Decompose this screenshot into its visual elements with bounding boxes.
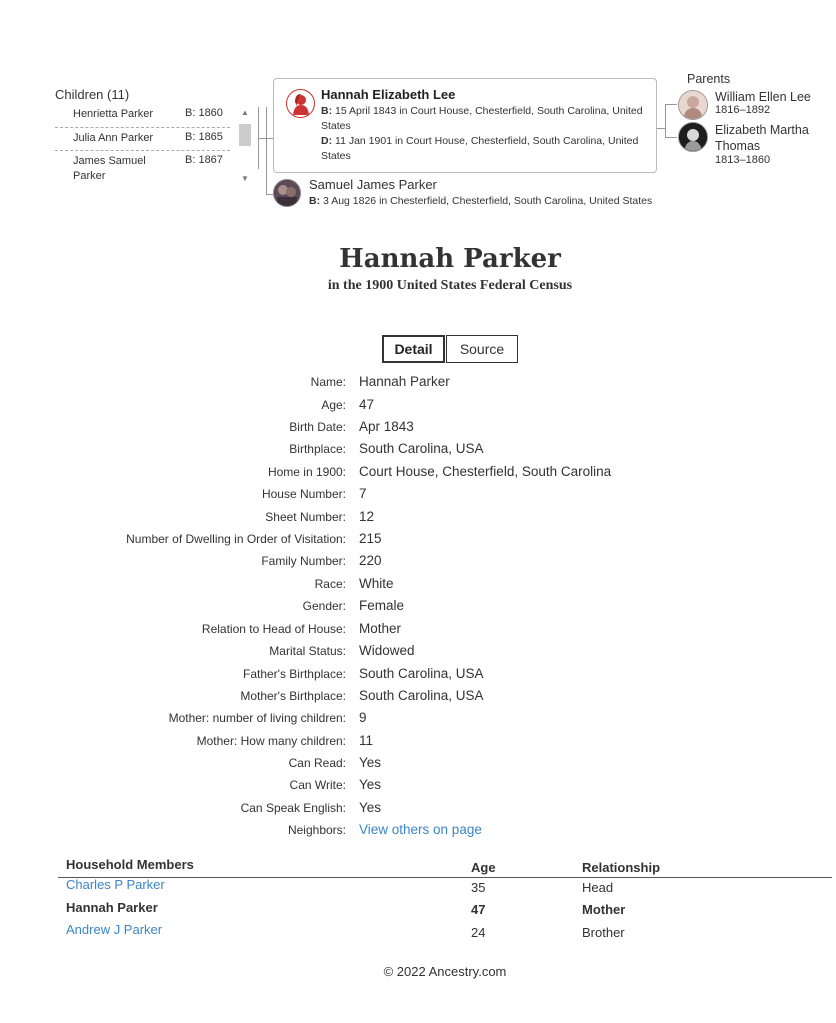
field-name	[0, 374, 836, 394]
member-name-link[interactable]: Charles P Parker	[66, 877, 165, 892]
field-value: South Carolina, USA	[359, 688, 484, 703]
field-marital-status	[0, 643, 836, 663]
scroll-up-icon[interactable]: ▲	[241, 108, 249, 117]
field-house-number	[0, 486, 836, 506]
female-avatar-icon	[286, 89, 315, 118]
field-speak-english	[0, 800, 836, 820]
spouse-name[interactable]: Samuel James Parker	[309, 177, 437, 192]
field-value: Mother	[359, 621, 402, 636]
focus-person-card[interactable]	[273, 78, 657, 173]
member-name: Hannah Parker	[66, 900, 158, 915]
child-name[interactable]: Henrietta Parker	[73, 108, 154, 120]
focus-person-name[interactable]: Hannah Elizabeth Lee	[321, 87, 456, 102]
focus-death	[321, 134, 651, 164]
field-birthplace	[0, 441, 836, 461]
field-label: Gender:	[302, 599, 346, 613]
child-birth: B: 1867	[185, 154, 223, 166]
page-subtitle: in the 1900 United States Federal Census	[327, 278, 573, 293]
tab-detail[interactable]: Detail	[382, 335, 445, 363]
birth-value: 3 Aug 1826 in Chesterfield, Chesterfield, South Carolina, United States	[323, 195, 653, 207]
field-value: Hannah Parker	[359, 374, 450, 389]
children-title: Children (11)	[55, 87, 130, 102]
field-label: Family Number:	[261, 554, 346, 568]
relationship-header: Relationship	[582, 860, 661, 875]
field-birth-date	[0, 419, 836, 439]
birth-value: 15 April 1843 in Court House, Chesterfield, South Carolina, United States	[321, 105, 643, 132]
death-label: D:	[321, 135, 333, 147]
father-photo-icon[interactable]	[678, 90, 708, 120]
view-neighbors-link[interactable]: View others on page	[359, 822, 482, 837]
field-value: Yes	[359, 800, 382, 815]
father-name[interactable]: William Ellen Lee	[715, 90, 811, 104]
member-age: 24	[471, 925, 486, 940]
field-label: Name:	[310, 375, 346, 389]
copyright-footer: © 2022 Ancestry.com	[383, 964, 507, 979]
field-value: South Carolina, USA	[359, 441, 484, 456]
child-item[interactable]	[55, 131, 230, 147]
field-label: Relation to Head of House:	[201, 622, 346, 636]
field-mother-birthplace	[0, 688, 836, 708]
tree-connector	[665, 137, 677, 138]
tab-source[interactable]: Source	[446, 335, 518, 363]
field-label: Home in 1900:	[267, 465, 346, 479]
field-label: Birthplace:	[289, 442, 346, 456]
field-value: Yes	[359, 755, 382, 770]
age-header: Age	[471, 860, 496, 875]
field-label: Mother: How many children:	[196, 734, 346, 748]
field-total-children	[0, 733, 836, 753]
field-label: Age:	[321, 398, 346, 412]
focus-birth	[321, 104, 651, 134]
child-birth: B: 1860	[185, 107, 223, 119]
field-value: 9	[359, 710, 367, 725]
children-scrollbar[interactable]	[237, 106, 253, 186]
member-age: 35	[471, 880, 486, 895]
field-value: Court House, Chesterfield, South Carolina	[359, 464, 612, 479]
member-age: 47	[471, 902, 486, 917]
field-value: 220	[359, 553, 382, 568]
birth-label: B:	[309, 195, 321, 207]
mother-years: 1813–1860	[715, 154, 771, 166]
field-label: Can Write:	[289, 778, 346, 792]
field-sheet-number	[0, 509, 836, 529]
field-value: White	[359, 576, 394, 591]
child-name[interactable]: Julia Ann Parker	[73, 132, 154, 144]
field-race	[0, 576, 836, 596]
field-gender	[0, 598, 836, 618]
member-name-link[interactable]: Andrew J Parker	[66, 922, 163, 937]
field-can-read	[0, 755, 836, 775]
death-value: 11 Jan 1901 in Court House, Chesterfield, South Carolina, United States	[321, 135, 639, 162]
field-value: Female	[359, 598, 405, 613]
field-home	[0, 464, 836, 484]
field-label: Marital Status:	[269, 644, 346, 658]
field-label: House Number:	[261, 487, 346, 501]
field-value: South Carolina, USA	[359, 666, 484, 681]
child-item[interactable]	[55, 154, 230, 186]
divider	[55, 127, 230, 128]
field-neighbors	[0, 822, 836, 842]
field-value: 215	[359, 531, 382, 546]
scroll-thumb[interactable]	[239, 124, 251, 146]
field-value: 47	[359, 397, 375, 412]
parents-title: Parents	[687, 72, 731, 86]
member-relationship: Mother	[582, 902, 626, 917]
member-relationship: Head	[582, 880, 614, 895]
field-value: 11	[359, 733, 374, 748]
field-label: Sheet Number:	[265, 510, 346, 524]
birth-label: B:	[321, 105, 333, 117]
divider	[55, 150, 230, 151]
field-age	[0, 397, 836, 417]
tree-connector	[665, 104, 677, 105]
child-name[interactable]: James Samuel Parker	[73, 155, 146, 182]
scroll-down-icon[interactable]: ▼	[241, 174, 249, 183]
field-label: Neighbors:	[287, 823, 346, 837]
mother-photo-icon[interactable]	[678, 122, 708, 152]
field-father-birthplace	[0, 666, 836, 686]
field-label: Race:	[314, 577, 346, 591]
field-value: Widowed	[359, 643, 415, 658]
field-label: Father's Birthplace:	[242, 667, 346, 681]
field-can-write	[0, 777, 836, 797]
field-label: Birth Date:	[289, 420, 346, 434]
field-label: Can Speak English:	[240, 801, 346, 815]
field-label: Number of Dwelling in Order of Visitation:	[126, 532, 346, 546]
field-value: 12	[359, 509, 375, 524]
mother-name[interactable]: Elizabeth Martha Thomas	[715, 123, 809, 153]
field-value: 7	[359, 486, 367, 501]
field-living-children	[0, 710, 836, 730]
field-family-number	[0, 553, 836, 573]
field-label: Can Read:	[288, 756, 346, 770]
spouse-birth	[309, 195, 652, 207]
field-label: Mother's Birthplace:	[240, 689, 346, 703]
field-label: Mother: number of living children:	[168, 711, 346, 725]
field-value: Yes	[359, 777, 382, 792]
tree-connector	[665, 104, 666, 138]
tree-connector	[266, 194, 273, 195]
member-relationship: Brother	[582, 925, 625, 940]
father-years: 1816–1892	[715, 104, 771, 116]
field-relation	[0, 621, 836, 641]
field-value: Apr 1843	[359, 419, 414, 434]
child-birth: B: 1865	[185, 131, 223, 143]
field-dwelling-number	[0, 531, 836, 551]
spouse-photo-icon[interactable]	[273, 179, 301, 207]
tree-connector	[266, 107, 267, 195]
page-title: Hannah Parker	[339, 244, 561, 274]
household-members-header: Household Members	[66, 857, 194, 872]
table-divider	[58, 877, 832, 878]
child-item[interactable]	[55, 107, 230, 123]
